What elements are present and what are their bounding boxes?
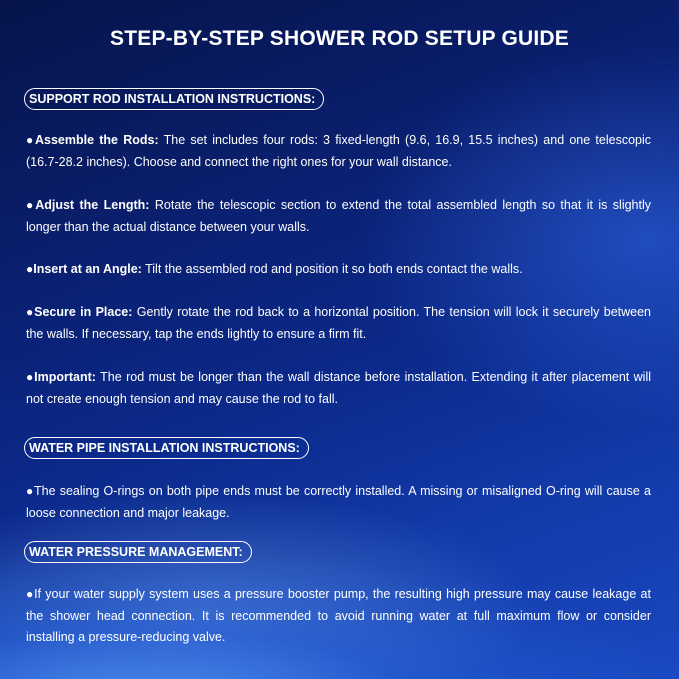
step-text: Tilt the assembled rod and position it so both ends contact the walls. bbox=[141, 262, 523, 276]
pipe-text: The sealing O-rings on both pipe ends must be correctly installed. A missing or misaligned O-ring will cause a loose connection and major leakage. bbox=[26, 484, 651, 520]
bullet-icon: ● bbox=[26, 370, 35, 384]
step-label: Insert at an Angle: bbox=[33, 262, 142, 276]
support-rod-heading: SUPPORT ROD INSTALLATION INSTRUCTIONS: bbox=[24, 88, 324, 110]
bullet-icon: ● bbox=[26, 198, 36, 212]
water-pipe-text bbox=[26, 481, 651, 524]
water-pipe-heading: WATER PIPE INSTALLATION INSTRUCTIONS: bbox=[24, 437, 309, 459]
step-text: Rotate the telescopic section to extend the total assembled length so that it is slightly longer than the actual distance between your walls. bbox=[26, 198, 651, 234]
bullet-icon: ● bbox=[26, 587, 35, 601]
step-label: Adjust the Length: bbox=[35, 198, 150, 212]
step-label: Important: bbox=[34, 370, 96, 384]
water-pressure-text bbox=[26, 584, 651, 649]
step-label: Assemble the Rods: bbox=[34, 133, 159, 147]
page-title: STEP-BY-STEP SHOWER ROD SETUP GUIDE bbox=[110, 27, 569, 50]
pressure-text: If your water supply system uses a pressure booster pump, the resulting high pressure may cause leakage at the shower head connection. It is recommended to avoid running water at full maximum flow or consider installing a pressure-reducing valve. bbox=[26, 587, 651, 644]
step-important bbox=[26, 367, 651, 410]
water-pressure-heading: WATER PRESSURE MANAGEMENT: bbox=[24, 541, 252, 563]
step-insert-angle bbox=[26, 259, 651, 281]
bullet-icon: ● bbox=[26, 262, 34, 276]
bullet-icon: ● bbox=[26, 484, 34, 498]
step-adjust-length bbox=[26, 195, 651, 238]
step-secure-place bbox=[26, 302, 651, 345]
step-text: The set includes four rods: 3 fixed-length (9.6, 16.9, 15.5 inches) and one telescopic (16.7-28.2 inches). Choose and connect the right ones for your wall distance. bbox=[26, 133, 652, 169]
step-label: Secure in Place: bbox=[34, 305, 133, 319]
step-text: Gently rotate the rod back to a horizontal position. The tension will lock it securely between the walls. If necessary, tap the ends lightly to ensure a firm fit. bbox=[26, 305, 652, 341]
bullet-icon: ● bbox=[26, 133, 35, 147]
step-text: The rod must be longer than the wall distance before installation. Extending it after placement will not create enough tension and may cause the rod to fall. bbox=[26, 370, 651, 406]
bullet-icon: ● bbox=[26, 305, 35, 319]
step-assemble-rods bbox=[26, 130, 651, 173]
